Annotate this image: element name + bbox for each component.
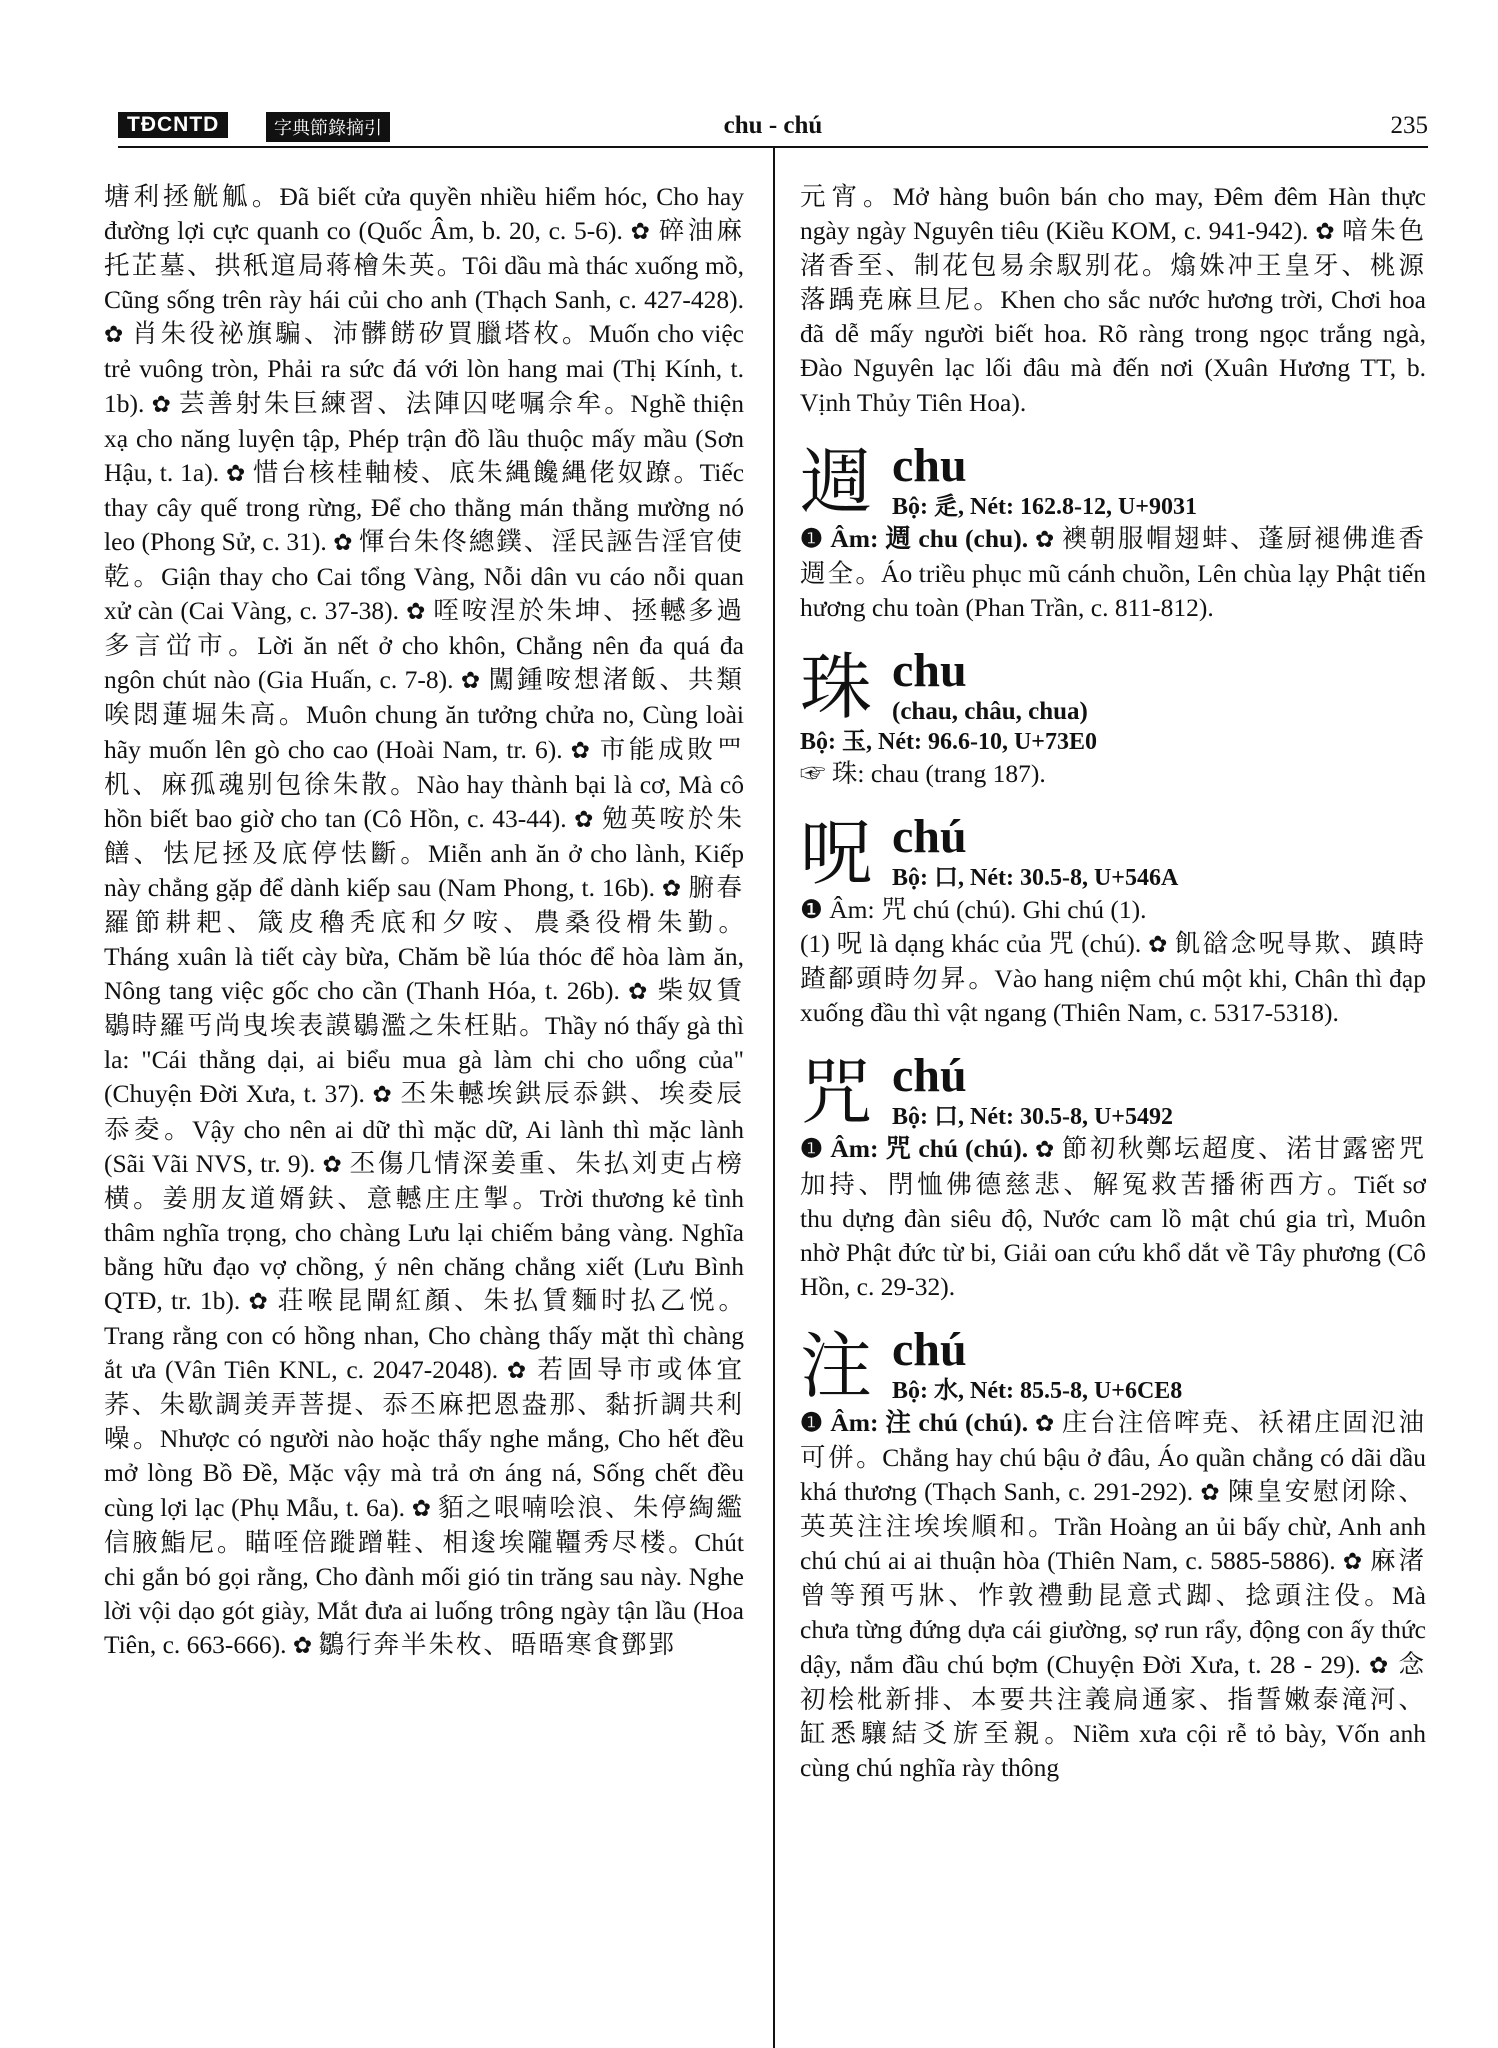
- flower-icon: ✿: [411, 1495, 432, 1521]
- flower-icon: ✿: [406, 599, 427, 625]
- flower-icon: ✿: [1200, 1480, 1221, 1506]
- flower-icon: ✿: [226, 460, 246, 486]
- entry-radical-info: Bộ: 水, Nét: 85.5-8, U+6CE8: [892, 1377, 1183, 1404]
- entry-radical-info: Bộ: 辵, Nét: 162.8-12, U+9031: [892, 493, 1197, 520]
- entry-character: 呪: [800, 811, 873, 896]
- flower-icon: ✿: [661, 875, 682, 901]
- entry-headword: chu: [892, 438, 967, 492]
- entry-radical-info: Bộ: 口, Nét: 30.5-8, U+5492: [892, 1104, 1173, 1131]
- entry-headword: chú: [892, 810, 967, 864]
- flower-icon: ✿: [151, 391, 172, 417]
- entry-variants: (chau, châu, chua): [892, 697, 1088, 725]
- entry-chu-6ce8: 注 chú Bộ: 水, Nét: 85.5-8, U+6CE8 ❶ Âm: 注 chú (chú). ✿ 庄台注倍哰尭、袄裙庄固氾油可併。Chẳng hay chú bậu ở đâu, Áo quần chẳng có dãi dầu khá thương (Thạch Sanh, c. 291-292). ✿ 陳皇安慰闭除、英英注注埃埃順和。Trần Hoàng an ủi bấy chừ, Anh anh chú chú ai ai thuận hòa (Thiên Nam, c. 5885-5886). ✿ 麻渚曾等預丐牀、怍敦禮動昆意式踋、捻頭注伇。Mà chưa từng đứng dựa cái giường, sợ run rẩy, động con ấy thức dậy, nắm đầu chú bợm (Chuyện Đời Xưa, t. 28 - 29). ✿ 念初桧枇新排、本要共注義扃通家、指誓嫩泰滝河、缸悉驤結爻旂至親。Niềm xưa cội rễ tỏ bày, Vốn anh cùng chú nghĩa rày thông: [800, 1322, 1426, 1782]
- entry-radical-info: Bộ: 口, Nét: 30.5-8, U+546A: [892, 865, 1179, 892]
- series-logo: 字典節錄摘引: [266, 112, 390, 142]
- flower-icon: ✿: [1148, 932, 1168, 958]
- entry-radical-info: Bộ: 玉, Nét: 96.6-10, U+73E0: [800, 728, 1097, 755]
- flower-icon: ✿: [322, 1151, 343, 1177]
- flower-icon: ✿: [1315, 219, 1336, 245]
- entry-character: 注: [800, 1323, 873, 1408]
- flower-icon: ✿: [630, 219, 652, 245]
- entry-chu-9031: 週 chu Bộ: 辵, Nét: 162.8-12, U+9031 ❶ Âm: 週 chu (chu). ✿ 襖朝服帽翅蚌、蓬厨褪佛進香週全。Áo triều phục mũ cánh chuồn, Lên chùa lạy Phật tiến hương chu toàn (Phan Trần, c. 811-812).: [800, 438, 1426, 622]
- entry-headword: chú: [892, 1322, 967, 1376]
- flower-icon: ✿: [333, 529, 353, 555]
- flower-icon: ✿: [1035, 526, 1055, 552]
- left-column: [104, 180, 744, 2040]
- page-header: [118, 108, 1428, 148]
- flower-icon: ✿: [460, 668, 482, 694]
- flower-icon: ✿: [1342, 1549, 1363, 1575]
- left-text: 塘利拯觥觚。Đã biết cửa quyền nhiều hiểm hóc, Cho hay đường lợi cực quanh co (Quốc Âm, b. 20, c. 5-6). ✿ 碎油麻托芷墓、拱秖逭局蒋檜朱英。Tôi dầu mà thác xuống mồ, Cũng sống trên rày hái củi cho anh (Thạch Sanh, c. 427-428). ✿ 肖朱役祕旗騙、沛髒餝矽買臘塔枚。Muốn cho việc trẻ vuông tròn, Phải ra sức đá với lòn hang mai (Thị Kính, t. 1b). ✿ 芸善射朱巨練習、法陣囚咾嘱佘牟。Nghề thiện xạ cho năng luyện tập, Phép trận đồ lầu thuộc mấy mầu (Sơn Hậu, t. 1a). ✿ 惜台核桂軸棱、底朱縄饞縄佬奴蹽。Tiếc thay cây quế trong rừng, Để cho thằng mán thằng mường nó leo (Phong Sử, c. 31). ✿ 惲台朱佟總鏷、淫民誣告淫官使乾。Giận thay cho Cai tổng Vàng, Nỗi dân vu cáo nỗi quan xử càn (Cai Vàng, c. 37-38). ✿ 咥咹涅於朱坤、拯轗多過多言峃市。Lời ăn nết ở cho khôn, Chẳng nên đa quá đa ngôn chút nào (Gia Huấn, c. 7-8). ✿ 闖鍾咹想渚飯、共類唉悶蓮堀朱高。Muôn chung ăn tưởng chửa no, Cùng loài hãy muốn lên gò cho cao (Hoài Nam, tr. 6). ✿ 市能成敗罒机、麻孤魂别包徐朱散。Nào hay thành bại là cơ, Mà cô hồn biết bao giờ cho tan (Cô Hồn, c. 43-44). ✿ 勉英咹於朱饍、怯尼拯及底停怯斷。Miễn anh ăn ở cho lành, Kiếp này chẳng gặp để dành kiếp sau (Nam Phong, t. 16b). ✿ 腑春羅節耕耙、箴皮穭秃底和夕咹、農桑役榾朱勤。Tháng xuân là tiết cày bừa, Chăm bề lúa thóc để hòa làm ăn, Nông tang việc gốc cho cần (Thanh Hóa, t. 26b). ✿ 柴奴賃鶡時羅丐尚曳埃表謨鶡濫之朱枉貼。Thầy nó thấy gà thì la: "Cái thằng dại, ai biểu mua gà làm chi cho uổng của" (Chuyện Đời Xưa, t. 37). ✿ 丕朱轗埃鉷辰忝鉷、埃夌辰忝夌。Vậy cho nên ai dữ thì mặc dữ, Ai lành thì mặc lành (Sãi Vãi NVS, tr. 9). ✿ 丕傷几情深姜重、朱払刘吏占榜横。姜朋友道婿鈇、意轗庄庄掣。Trời thương kẻ tình thâm nghĩa trọng, cho chàng Lưu lại chiếm bảng vàng. Nghĩa bằng hữu đạo vợ chồng, ý nên chăng chẳng xiết (Lưu Bình QTĐ, tr. 1b). ✿ 荘喉昆閘紅顏、朱払賃麵时払乙悦。Trang rằng con có hồng nhan, Cho chàng thấy mặt thì chàng ắt ưa (Vân Tiên KNL, c. 2047-2048). ✿ 若固导市或体宜荞、朱歇調羙弄菩提、忝丕麻把恩盎那、黏折調共利噪。Nhược có người nào hoặc thấy nghe mắng, Cho hết đều mở lòng Bồ Đề, Mặc vậy mà trả ơn áng ná, Sống chết đều cùng lợi lạc (Phụ Mẫu, t. 6a). ✿ 貊之哏喃哙浪、朱停綯繿信腋鮨尼。瞄咥倍蹝蹭鞋、相逡埃隴韁秀尽楼。Chút chi gắn bó gọi rằng, Cho đành mối gió tin trăng sau này. Nghe lời vội dạo gót giày, Mắt đưa ai luống trông ngày tận lầu (Hoa Tiên, c. 663-666). ✿ 鶵行奔半朱枚、晤晤寒食鄧郢: [104, 182, 744, 1660]
- column-divider: [773, 147, 775, 2048]
- cross-reference: ☞ 珠: chau (trang 187).: [800, 758, 1046, 788]
- entry-headword: chú: [892, 1049, 967, 1103]
- entry-chu-73e0: [800, 645, 1426, 791]
- entry-character: 咒: [800, 1050, 873, 1135]
- entry-chu-546a: 呪 chú Bộ: 口, Nét: 30.5-8, U+546A ❶ Âm: 咒 chú (chú). Ghi chú (1). (1) 呪 là dạng khác của 咒 (chú). ✿ 飢谽念呪㝵欺、蹎時蹅鄐頭時勿昇。Vào hang niệm chú một khi, Chân thì đạp xuống đầu thì vật ngang (Thiên Nam, c. 5317-5318).: [800, 810, 1426, 1028]
- flower-icon: ✿: [574, 806, 595, 832]
- flower-icon: ✿: [506, 1358, 529, 1384]
- flower-icon: ✿: [1369, 1652, 1391, 1678]
- flower-icon: ✿: [372, 1082, 394, 1108]
- right-column: [800, 180, 1426, 2040]
- entry-headword: chu: [892, 643, 967, 697]
- page-number: 235: [1390, 112, 1428, 139]
- right-continuation: 元宵。Mở hàng buôn bán cho may, Đêm đêm Hàn thực ngày ngày Nguyên tiêu (Kiều KOM, c. 941-942). ✿ 喑朱色渚香至、制花包易余馭别花。熻姝冲王皇牙、桃源落踽尭麻旦尼。Khen cho sắc nước hương trời, Chơi hoa đã dễ mấy người biết hoa. Rõ ràng trong ngọc trắng ngà, Đào Nguyên lạc lối đâu mà đến nơi (Xuân Hương TT, b. Vịnh Thủy Tiên Hoa).: [800, 182, 1426, 417]
- running-title: chu - chú: [723, 112, 823, 139]
- flower-icon: ✿: [570, 737, 592, 763]
- entry-chu-5492: 咒 chú Bộ: 口, Nét: 30.5-8, U+5492 ❶ Âm: 咒 chú (chú). ✿ 節初秋鄭坛超度、渃甘露密咒加持、閅恤佛德慈悲、解冤救苦播術西方。Tiết sơ thu dựng đàn siêu độ, Nước cam lồ mật chú gia trì, Muôn nhờ Phật đức từ bi, Giải oan cứu khổ dắt về Tây phương (Cô Hồn, c. 29-32).: [800, 1049, 1426, 1301]
- publisher-logo: TĐCNTD: [118, 112, 228, 138]
- flower-icon: ✿: [1035, 1137, 1055, 1163]
- entry-character: 週: [800, 439, 873, 524]
- entry-character: 珠: [800, 644, 873, 729]
- flower-icon: ✿: [292, 1632, 313, 1658]
- flower-icon: ✿: [104, 322, 125, 348]
- flower-icon: ✿: [248, 1289, 270, 1314]
- flower-icon: ✿: [628, 979, 650, 1005]
- flower-icon: ✿: [1035, 1410, 1055, 1436]
